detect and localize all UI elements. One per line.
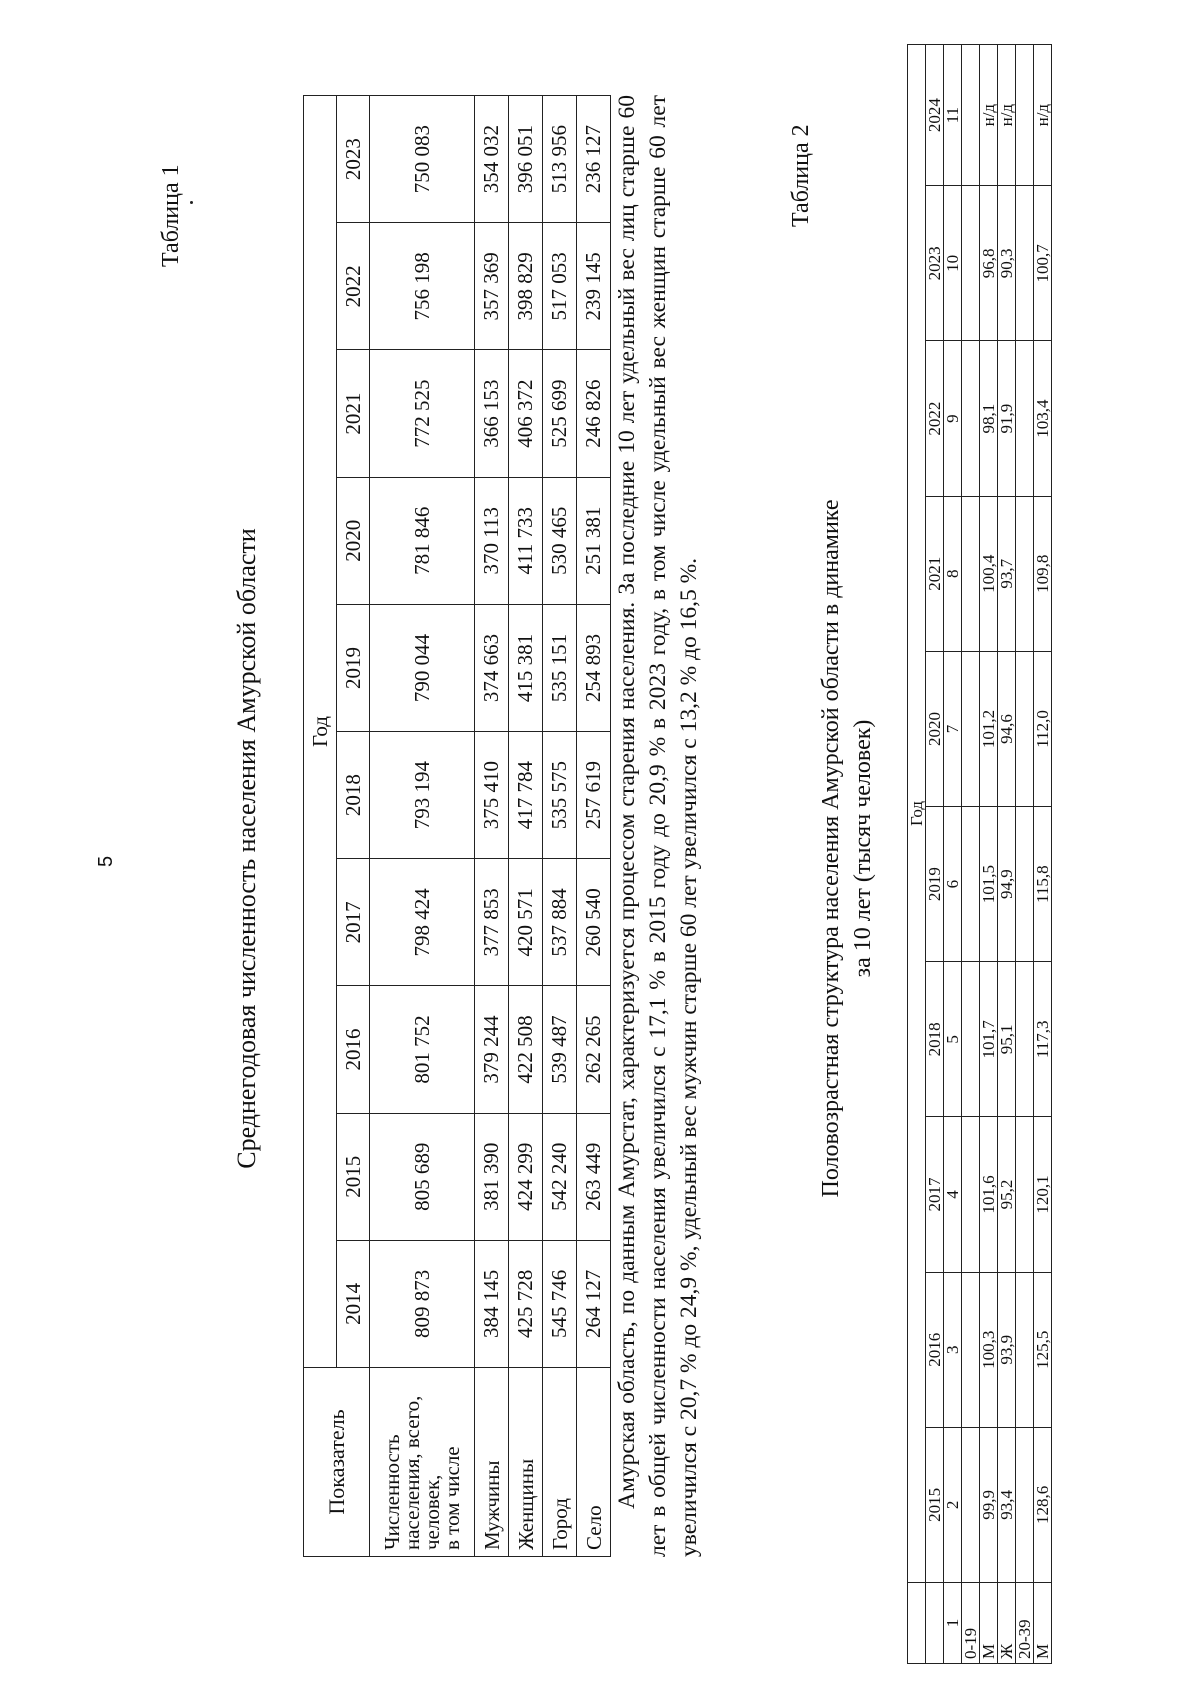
table-cell (1016, 651, 1034, 806)
row-label: М (1034, 1583, 1052, 1664)
table2-title (815, 0, 879, 1697)
table-cell: 379 244 (475, 986, 509, 1113)
table2-year-2020: 2020 (926, 651, 944, 806)
table-cell: 246 826 (577, 350, 611, 477)
table-cell: 120,1 (1034, 1117, 1052, 1272)
table-cell: 125,5 (1034, 1272, 1052, 1427)
table-cell: 374 663 (475, 604, 509, 731)
table-cell: 801 752 (370, 986, 475, 1113)
table-cell: 100,7 (1034, 186, 1052, 341)
table-cell (1016, 807, 1034, 962)
table-cell: 103,4 (1034, 341, 1052, 496)
table-cell: 417 784 (509, 732, 543, 859)
table1-year-header: Год (304, 96, 337, 1368)
table-cell: 805 689 (370, 1113, 475, 1240)
table1-year-2017: 2017 (337, 859, 370, 986)
table2-column-number: 6 (944, 807, 962, 962)
table-cell: 354 032 (475, 96, 509, 223)
table-cell: 117,3 (1034, 962, 1052, 1117)
table-cell: 411 733 (509, 477, 543, 604)
table-row (475, 96, 509, 1557)
table-cell: 398 829 (509, 223, 543, 350)
table-cell: 101,7 (980, 962, 998, 1117)
table-cell: 96,8 (980, 186, 998, 341)
table-cell (1016, 1272, 1034, 1427)
table-cell (962, 45, 980, 186)
table2-column-number: 2 (944, 1427, 962, 1582)
table2-column-number: 7 (944, 651, 962, 806)
table2-column-number: 8 (944, 496, 962, 651)
table-cell (1016, 45, 1034, 186)
table-cell: 537 884 (543, 859, 577, 986)
table-row (1016, 45, 1034, 1664)
table-cell: 535 151 (543, 604, 577, 731)
table-cell (962, 186, 980, 341)
table-cell: 530 465 (543, 477, 577, 604)
table2-column-number: 3 (944, 1272, 962, 1427)
table-cell: 94,6 (998, 651, 1016, 806)
table2-year-header: Год (908, 45, 926, 1583)
table-cell (1016, 186, 1034, 341)
table-cell (962, 1272, 980, 1427)
page-number: 5 (95, 855, 117, 867)
table2-column-number: 4 (944, 1117, 962, 1272)
table-cell: 263 449 (577, 1113, 611, 1240)
table-cell (1016, 1427, 1034, 1582)
paragraph-text: Амурская область, по данным Амурстат, характеризуется процессом старения населения. За последние 10 лет удельный вес лиц старше 60 лет в общей численности населения увеличился с 17,1 % в 2015 году до 20,9 % в 2023 году, в том числе удельный вес женщин старше 60 лет увеличился с 20,7 % до 24,9 %, удельный вес мужчин старше 60 лет увеличился с 13,2 % до 16,5 %. (614, 95, 702, 1557)
table-cell: н/д (1034, 45, 1052, 186)
table-cell: 100,4 (980, 496, 998, 651)
row-label: М (980, 1583, 998, 1664)
table-cell (1016, 496, 1034, 651)
table-row (577, 96, 611, 1557)
row-label (475, 1368, 509, 1557)
table-cell: 236 127 (577, 96, 611, 223)
table-row (1034, 45, 1052, 1664)
row-label-line: Численность (380, 1434, 404, 1550)
table-cell (1016, 962, 1034, 1117)
row-label: 0-19 (962, 1583, 980, 1664)
table2-year-2022: 2022 (926, 341, 944, 496)
table2-years-row (926, 45, 944, 1664)
table1-year-2018: 2018 (337, 732, 370, 859)
table2-column-number: 10 (944, 186, 962, 341)
table-cell: 95,1 (998, 962, 1016, 1117)
table-row (509, 96, 543, 1557)
table2-year-2015: 2015 (926, 1427, 944, 1582)
table-cell: 99,9 (980, 1427, 998, 1582)
table-cell: 525 699 (543, 350, 577, 477)
table-cell: 756 198 (370, 223, 475, 350)
table-cell: 406 372 (509, 350, 543, 477)
table2 (907, 44, 1052, 1664)
table-cell: 91,9 (998, 341, 1016, 496)
table-cell: 101,5 (980, 807, 998, 962)
table-cell: 377 853 (475, 859, 509, 986)
table-cell: н/д (998, 45, 1016, 186)
table-cell: 112,0 (1034, 651, 1052, 806)
table-cell: н/д (980, 45, 998, 186)
table-cell: 793 194 (370, 732, 475, 859)
table-cell: 424 299 (509, 1113, 543, 1240)
table-cell: 539 487 (543, 986, 577, 1113)
table-cell: 257 619 (577, 732, 611, 859)
row-label-line: Село (581, 1505, 606, 1550)
table-cell: 98,1 (980, 341, 998, 496)
table-cell (962, 962, 980, 1117)
table-cell (962, 807, 980, 962)
table-cell: 750 083 (370, 96, 475, 223)
table1-year-2015: 2015 (337, 1113, 370, 1240)
row-label-line: населения, всего, (400, 1395, 424, 1550)
table-cell: 254 893 (577, 604, 611, 731)
table-cell: 264 127 (577, 1240, 611, 1367)
table-cell: 251 381 (577, 477, 611, 604)
table-cell: 396 051 (509, 96, 543, 223)
table-cell: 425 728 (509, 1240, 543, 1367)
table2-column-number: 11 (944, 45, 962, 186)
table-cell: 381 390 (475, 1113, 509, 1240)
table-cell: 809 873 (370, 1240, 475, 1367)
table1-years-row (337, 96, 370, 1557)
table-cell: 95,2 (998, 1117, 1016, 1272)
row-label-line: Женщины (513, 1458, 538, 1550)
row-label (577, 1368, 611, 1557)
table1 (303, 95, 611, 1557)
table-row (543, 96, 577, 1557)
table2-corner-cell (926, 1583, 944, 1664)
table2-corner-cell (908, 1583, 926, 1664)
table1-indicator-header: Показатель (304, 1368, 370, 1557)
table-cell: 262 265 (577, 986, 611, 1113)
row-label (543, 1368, 577, 1557)
table-cell: 420 571 (509, 859, 543, 986)
table2-column-number: 1 (944, 1583, 962, 1664)
table-cell: 781 846 (370, 477, 475, 604)
table-cell: 109,8 (1034, 496, 1052, 651)
table-cell: 790 044 (370, 604, 475, 731)
table-cell: 115,8 (1034, 807, 1052, 962)
row-label: 20-39 (1016, 1583, 1034, 1664)
table2-year-2018: 2018 (926, 962, 944, 1117)
table1-year-2019: 2019 (337, 604, 370, 731)
table1-year-2020: 2020 (337, 477, 370, 604)
table2-column-number: 5 (944, 962, 962, 1117)
row-label-line: Город (547, 1498, 572, 1550)
table-cell: 517 053 (543, 223, 577, 350)
table-cell: 366 153 (475, 350, 509, 477)
table-cell: 535 575 (543, 732, 577, 859)
table-row (370, 96, 475, 1557)
table-cell: 542 240 (543, 1113, 577, 1240)
table1-year-2023: 2023 (337, 96, 370, 223)
table-cell: 772 525 (370, 350, 475, 477)
row-label: Ж (998, 1583, 1016, 1664)
table-cell: 422 508 (509, 986, 543, 1113)
table1-year-2014: 2014 (337, 1240, 370, 1367)
table-cell (1016, 1117, 1034, 1272)
table-cell (962, 1427, 980, 1582)
table-cell: 357 369 (475, 223, 509, 350)
table-cell: 93,9 (998, 1272, 1016, 1427)
table2-title-line1: Половозрастная структура населения Амурской области в динамике (818, 499, 844, 1198)
table-cell (962, 1117, 980, 1272)
row-label (509, 1368, 543, 1557)
row-label-line: Мужчины (479, 1460, 504, 1550)
table-cell: 415 381 (509, 604, 543, 731)
table-cell (962, 341, 980, 496)
table-cell (1016, 341, 1034, 496)
table-cell: 798 424 (370, 859, 475, 986)
table-cell: 545 746 (543, 1240, 577, 1367)
table-cell: 90,3 (998, 186, 1016, 341)
table-cell: 239 145 (577, 223, 611, 350)
table-cell (962, 496, 980, 651)
table-cell: 370 113 (475, 477, 509, 604)
table2-caption: Таблица 2 (788, 124, 814, 227)
row-label-line: в том числе (440, 1446, 464, 1550)
table1-caption: Таблица 1 (158, 164, 184, 267)
table-row (980, 45, 998, 1664)
table1-year-2021: 2021 (337, 350, 370, 477)
table-row (998, 45, 1016, 1664)
stray-mark (190, 201, 193, 204)
table-cell: 260 540 (577, 859, 611, 986)
table1-title: Среднегодовая численность населения Амурской области (232, 528, 261, 1169)
table-cell: 101,6 (980, 1117, 998, 1272)
table2-title-line2: за 10 лет (тысяч человек) (850, 719, 876, 978)
table1-year-2022: 2022 (337, 223, 370, 350)
table-cell: 93,7 (998, 496, 1016, 651)
table2-column-numbers-row (944, 45, 962, 1664)
table2-year-2017: 2017 (926, 1117, 944, 1272)
table-cell: 101,2 (980, 651, 998, 806)
table2-year-2023: 2023 (926, 186, 944, 341)
row-label-line: человек, (420, 1474, 444, 1550)
table-cell: 94,9 (998, 807, 1016, 962)
table1-year-2016: 2016 (337, 986, 370, 1113)
table-cell: 375 410 (475, 732, 509, 859)
table2-year-2016: 2016 (926, 1272, 944, 1427)
table-cell: 384 145 (475, 1240, 509, 1367)
table2-year-2021: 2021 (926, 496, 944, 651)
table-cell: 100,3 (980, 1272, 998, 1427)
table-cell: 513 956 (543, 96, 577, 223)
row-label (370, 1368, 475, 1557)
table2-year-2019: 2019 (926, 807, 944, 962)
body-paragraph (612, 95, 705, 1557)
table-cell: 128,6 (1034, 1427, 1052, 1582)
table-cell (962, 651, 980, 806)
table2-column-number: 9 (944, 341, 962, 496)
table2-year-2024: 2024 (926, 45, 944, 186)
table-cell: 93,4 (998, 1427, 1016, 1582)
table-row (962, 45, 980, 1664)
